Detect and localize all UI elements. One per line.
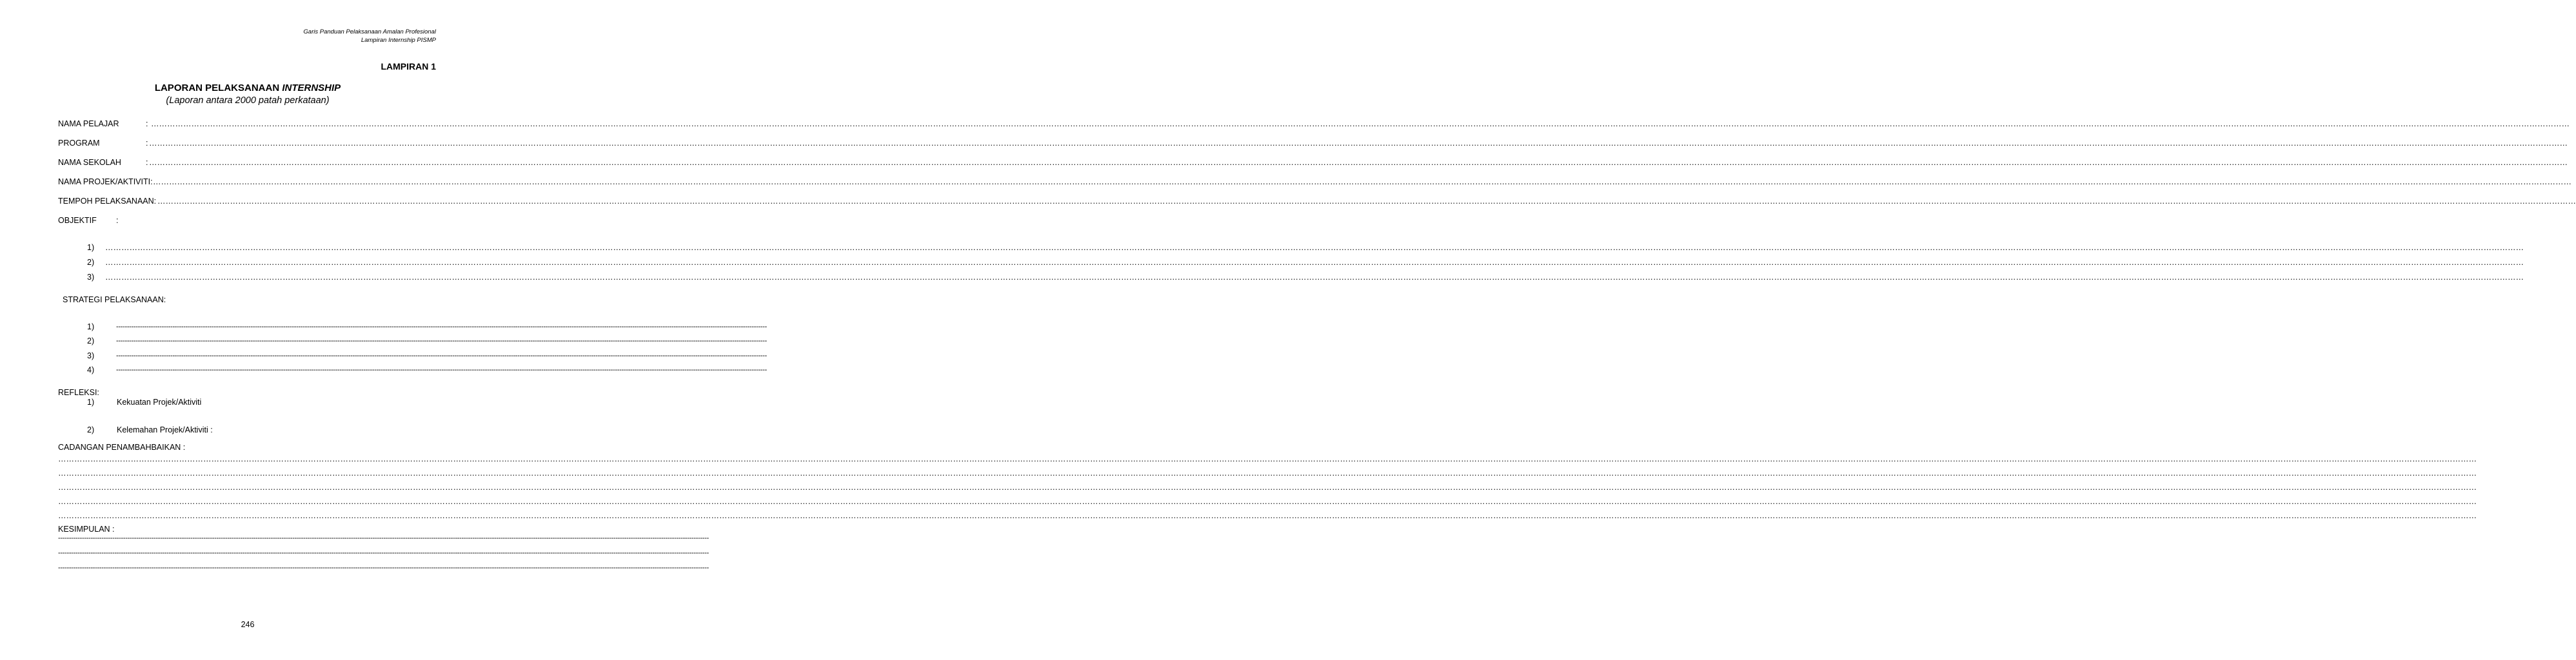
refleksi-item-number: 2) (87, 425, 95, 434)
kesimpulan-line-1: ------------------------------------------------------------------------------------------------------------------------------------------------------------------------------------------------------------------------------------------------------------------------------------------------------------ (58, 534, 709, 542)
fill-line-nama-sekolah: ……………………………………………………………………………………………………………………………………………………………………………………………………………………………………………………………………………………………………………………………………………………………………………………………………………………………………………………………………………………………………………………………………………………………………………………………………………………………………………………………………………………………………………………………………………………………………………………………………………………………… (149, 158, 2568, 167)
page-number: 246 (241, 620, 255, 629)
field-label-program: PROGRAM (58, 139, 100, 148)
kesimpulan-line-2: ------------------------------------------------------------------------------------------------------------------------------------------------------------------------------------------------------------------------------------------------------------------------------------------------------------ (58, 549, 709, 557)
field-colon: : (146, 139, 148, 148)
refleksi-item-2-text: Kelemahan Projek/Aktiviti : (117, 425, 213, 434)
objektif-item-number: 2) (87, 258, 95, 267)
field-label-text: NAMA PROJEK/AKTIVITI (58, 177, 151, 186)
strategi-item-3-line: ------------------------------------------------------------------------------------------------------------------------------------------------------------------------------------------------------------------------------------------------------------------------------------------------------------ (116, 352, 767, 360)
strategi-item-number: 4) (87, 365, 95, 374)
kesimpulan-line-3: ------------------------------------------------------------------------------------------------------------------------------------------------------------------------------------------------------------------------------------------------------------------------------------------------------------ (58, 564, 709, 572)
strategi-item-4-line: ------------------------------------------------------------------------------------------------------------------------------------------------------------------------------------------------------------------------------------------------------------------------------------------------------------ (116, 366, 767, 374)
refleksi-item-1-text: Kekuatan Projek/Aktiviti (117, 398, 202, 407)
header-line-2: Lampiran Internship PISMP (361, 37, 436, 44)
refleksi-item-number: 1) (87, 398, 95, 407)
field-colon: : (146, 158, 148, 167)
cadangan-label: CADANGAN PENAMBAHBAIKAN : (58, 443, 186, 452)
field-colon: : (116, 216, 119, 225)
objektif-item-number: 3) (87, 273, 95, 282)
field-label-nama-sekolah: NAMA SEKOLAH (58, 158, 121, 167)
title-emphasis: INTERNSHIP (282, 82, 341, 93)
field-label-nama-pelajar: NAMA PELAJAR (58, 119, 119, 128)
cadangan-line-1: ……………………………………………………………………………………………………………………………………………………………………………………………………………………………………………………………………………………………………………………………………………………………………………………………………………………………………………………………………………………………………………………………………………………………………………………………………………………………………………………………………………………………………………………………………………………………………………………………………………………………… (58, 454, 2477, 463)
objektif-item-3-line: ……………………………………………………………………………………………………………………………………………………………………………………………………………………………………………………………………………………………………………………………………………………………………………………………………………………………………………………………………………………………………………………………………………………………………………………………………………………………………………………………………………………………………………………………………………………………………………………………………………………………… (105, 273, 2524, 282)
cadangan-line-5: ……………………………………………………………………………………………………………………………………………………………………………………………………………………………………………………………………………………………………………………………………………………………………………………………………………………………………………………………………………………………………………………………………………………………………………………………………………………………………………………………………………………………………………………………………………………………………………………………………………………………… (58, 511, 2477, 520)
document-title (0, 82, 495, 93)
field-colon: : (154, 197, 157, 206)
header-line-1: Garis Panduan Pelaksanaan Amalan Profesional (303, 28, 436, 35)
strategi-item-number: 3) (87, 351, 95, 360)
fill-line-tempoh: ……………………………………………………………………………………………………………………………………………………………………………………………………………………………………………………………………………………………………………………………………………………………………………………………………………………………………………………………………………………………………………………………………………………………………………………………………………………………………………………………………………………………………………………………………………………………………………………………………………………………… (157, 197, 2576, 206)
fill-line-nama-pelajar: ……………………………………………………………………………………………………………………………………………………………………………………………………………………………………………………………………………………………………………………………………………………………………………………………………………………………………………………………………………………………………………………………………………………………………………………………………………………………………………………………………………………………………………………………………………………………………………………………………………………………… (151, 119, 2570, 128)
field-label-nama-projek (58, 177, 153, 186)
strategi-item-1-line: ------------------------------------------------------------------------------------------------------------------------------------------------------------------------------------------------------------------------------------------------------------------------------------------------------------ (116, 323, 767, 331)
field-colon: : (150, 177, 153, 186)
objektif-item-2-line: ……………………………………………………………………………………………………………………………………………………………………………………………………………………………………………………………………………………………………………………………………………………………………………………………………………………………………………………………………………………………………………………………………………………………………………………………………………………………………………………………………………………………………………………………………………………………………………………………………………………………… (105, 258, 2524, 267)
field-colon: : (146, 119, 148, 128)
strategi-item-number: 1) (87, 322, 95, 331)
cadangan-line-2: ……………………………………………………………………………………………………………………………………………………………………………………………………………………………………………………………………………………………………………………………………………………………………………………………………………………………………………………………………………………………………………………………………………………………………………………………………………………………………………………………………………………………………………………………………………………………………………………………………………………………… (58, 469, 2477, 478)
strategi-item-2-line: ------------------------------------------------------------------------------------------------------------------------------------------------------------------------------------------------------------------------------------------------------------------------------------------------------------ (116, 337, 767, 345)
cadangan-line-3: ……………………………………………………………………………………………………………………………………………………………………………………………………………………………………………………………………………………………………………………………………………………………………………………………………………………………………………………………………………………………………………………………………………………………………………………………………………………………………………………………………………………………………………………………………………………………………………………………………………………………… (58, 483, 2477, 492)
objektif-item-1-line: ……………………………………………………………………………………………………………………………………………………………………………………………………………………………………………………………………………………………………………………………………………………………………………………………………………………………………………………………………………………………………………………………………………………………………………………………………………………………………………………………………………………………………………………………………………………………………………………………………………………………… (105, 243, 2524, 252)
cadangan-line-4: ……………………………………………………………………………………………………………………………………………………………………………………………………………………………………………………………………………………………………………………………………………………………………………………………………………………………………………………………………………………………………………………………………………………………………………………………………………………………………………………………………………………………………………………………………………………………………………………………………………………………… (58, 497, 2477, 506)
field-label-objektif: OBJEKTIF (58, 216, 97, 225)
title-main: LAPORAN PELAKSANAAN (154, 82, 282, 93)
strategi-item-number: 2) (87, 336, 95, 345)
appendix-label: LAMPIRAN 1 (381, 61, 436, 72)
refleksi-label: REFLEKSI: (58, 388, 99, 397)
field-label-text: TEMPOH PELAKSANAAN (58, 197, 154, 206)
fill-line-program: ……………………………………………………………………………………………………………………………………………………………………………………………………………………………………………………………………………………………………………………………………………………………………………………………………………………………………………………………………………………………………………………………………………………………………………………………………………………………………………………………………………………………………………………………………………………………………………………………………………………………… (149, 139, 2568, 148)
strategi-label: STRATEGI PELAKSANAAN: (63, 295, 166, 304)
fill-line-nama-projek: ……………………………………………………………………………………………………………………………………………………………………………………………………………………………………………………………………………………………………………………………………………………………………………………………………………………………………………………………………………………………………………………………………………………………………………………………………………………………………………………………………………………………………………………………………………………………………………………………………………………………… (153, 177, 2571, 186)
document-subtitle: (Laporan antara 2000 patah perkataan) (166, 95, 330, 106)
objektif-item-number: 1) (87, 243, 95, 252)
field-label-tempoh (58, 197, 156, 206)
kesimpulan-label: KESIMPULAN : (58, 525, 115, 534)
